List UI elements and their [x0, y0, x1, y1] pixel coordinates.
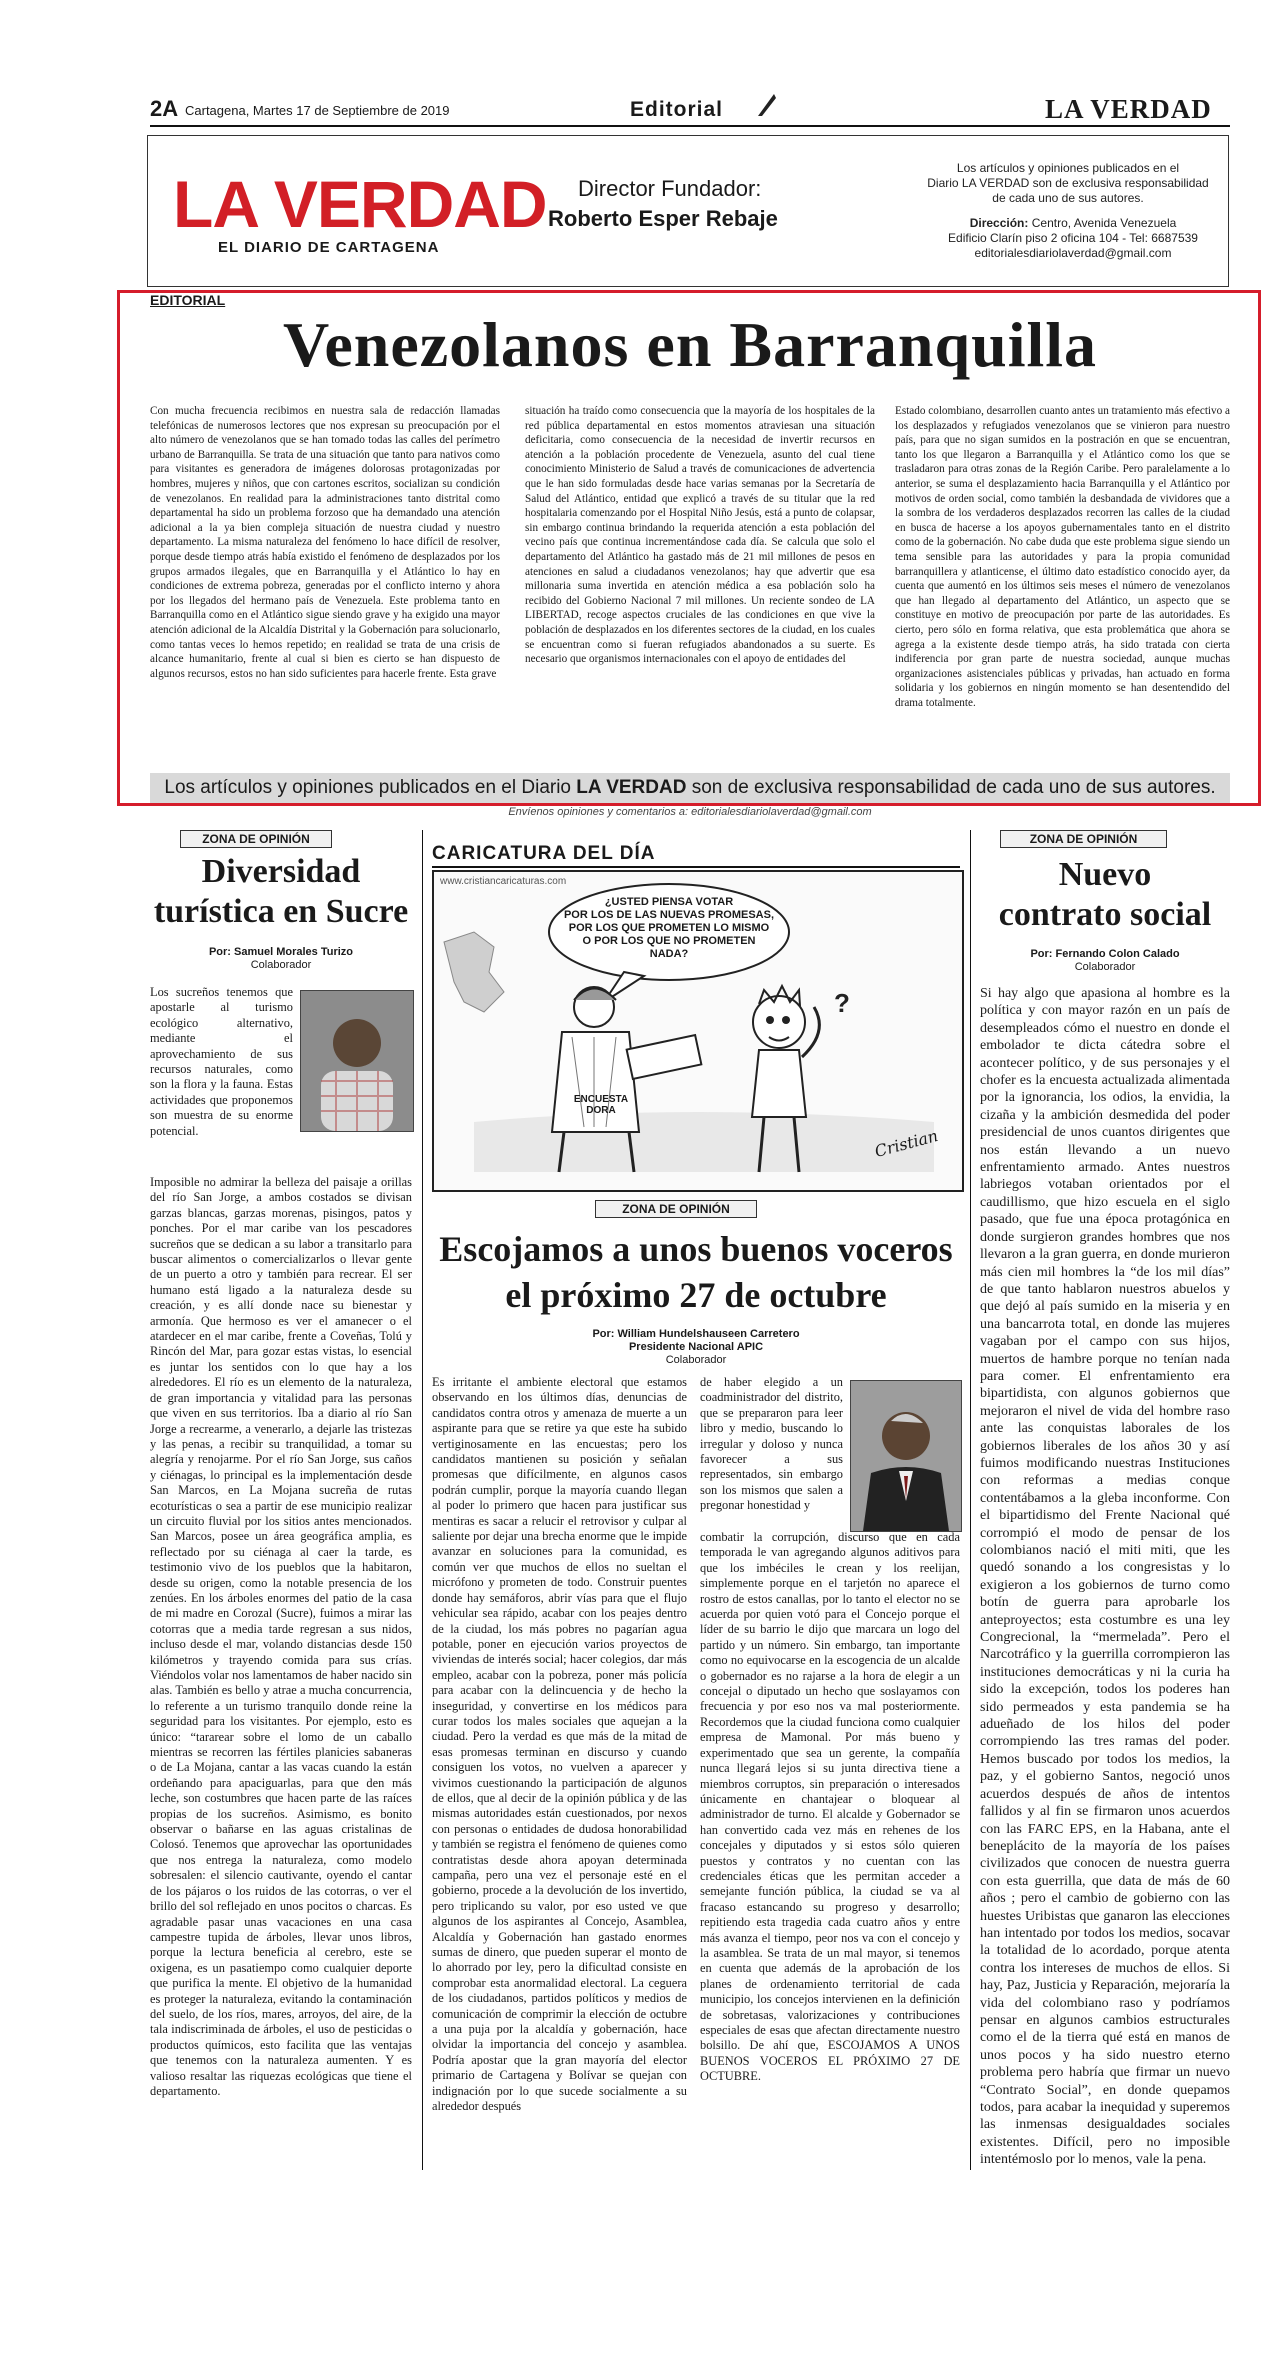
editorial-disclaimer: Los artículos y opiniones publicados en el Diario LA VERDAD son de exclusiva responsabilidad de cada uno de sus autores. [150, 773, 1230, 803]
masthead-logo-subtitle: EL DIARIO DE CARTAGENA [218, 239, 440, 256]
right-zona-label: ZONA DE OPINIÓN [1000, 830, 1167, 848]
author-photo-hundelshauseen [850, 1380, 962, 1532]
center-column-2-top: de haber elegido a un coadministrador del distrito, que se prepararon para leer libro y medio, buscando lo irregular y doloso y nunca favorecer a sus representados, sin embargo son los mismos que salen a pregonar honestidad y [700, 1375, 843, 1513]
quill-icon [756, 92, 778, 118]
page-number: 2A [150, 96, 179, 121]
left-intro: Los sucreños tenemos que apostarle al turismo ecológico alternativo, mediante el aprovechamiento de sus recursos naturales, como son la flora y la fauna. Estas actividades que proponemos son muestra de su enorme potencial. [150, 985, 293, 1138]
email-line: Envíenos opiniones y comentarios a: editorialesdiariolaverdad@gmail.com [508, 806, 872, 818]
center-zona-label: ZONA DE OPINIÓN [595, 1200, 757, 1218]
left-title: Diversidad turística en Sucre [153, 853, 409, 930]
header-rule [150, 125, 1230, 127]
issue-date: Cartagena, Martes 17 de Septiembre de 2019 [185, 103, 450, 118]
masthead-notice: Los artículos y opiniones publicados en el Diario LA VERDAD son de exclusiva responsabilidad de cada uno de sus autores. [927, 161, 1209, 205]
cartoon-site: www.cristiancaricaturas.com [440, 876, 567, 887]
column-divider-right [970, 830, 971, 2170]
right-byline: Por: Fernando Colon Calado Colaborador [1030, 948, 1180, 973]
masthead-logo: LA VERDAD [173, 167, 547, 241]
left-zona-label: ZONA DE OPINIÓN [180, 830, 332, 848]
right-body: Si hay algo que apasiona al hombre es la política y con mayor razón en un país de desempleados cómo el nuestro en donde el embolador te dicta cátedra sobre el acontecer político, y de sus personajes y el chofer es la encuesta actualizada alimentada por la ignorancia, los odios, la envidia, la cizaña y la ambición desmedida del poder presidencial de unos cuantos dirigentes que nos están llevando a un nuevo enfrentamiento armado. Antes nuestros labriegos votaban orientados por el caudillismo, que hizo escuela en el siglo pasado, que fue una época protagónica en donde surgieron grandes hombres que nos llevaron a la gran guerra, en donde murieron más cien mil hombres la “de los mil días” de que tanto hablaron nuestros abuelos y que dejó al país sumido en la miseria y en una bancarrota total, en donde las mujeres vagaban por el campo con sus hijos, muertos de hambre porque no tenían nada para comer. El enfrentamiento era bipartidista, con algunos gobiernos que mejoraron el nivel de vida del hombre raso ante las conquistas laborales de los gobiernos liberales de los años 30 y así fuimos modificando nuestras Instituciones con reformas a medias conque contentábamos a la gleba inconforme. Con el bipartidismo del Frente Nacional qué corrompió el modo de pensar de los colombianos nació el miti miti, que les quedó sonando a los congresistas y lo exigieron a los gobiernos de turno como botín de guerra para aprobarle los anteproyectos; esta costumbre es una ley Congrecional, la “mermelada”. Pero el Narcotráfico y la guerrilla corrompieron las instituciones democráticas y ni la curia ha sido la excepción, todos los poderes han sido permeados y esta pandemia se ha adueñado de los hilos del poder corrompiendo las tres ramas del poder. Hemos buscado por todos los medios, la paz, y el gobierno Santos, negoció unos acuerdos después de años de intentos fallidos y al fin se firmaron unos acuerdos con las FARC EPS, en la Habana, ante el beneplácito de la mayoría de los países civilizados que conocen de nuestra guerra con esta guerrilla, que data de más de 60 años ; pero el cambio de gobierno con las huestes Uribistas que ganaron las elecciones han intentado por todos los medios, socavar la totalidad de lo acordado, porque atenta contra los intereses de muchos de ellos. Si hay, Paz, Justicia y Reparación, mejoraría la vida del colombiano raso y podríamos pensar en algunos cambios estructurales como el de la tierra qué está en manos de unos pocos y ha sido nuestro eterno problema pero habría que firmar un nuevo “Contrato Social”, en donde quepamos todos, para acabar la inequidad y superemos las inmensas desigualdades sociales existentes. Difícil, pero no imposible intentémoslo por lo menos, vale la pena. [980, 986, 1230, 2168]
caricatura-rule [432, 866, 960, 868]
editorial-title: Venezolanos en Barranquilla [282, 309, 1098, 380]
paper-name: LA VERDAD [1045, 94, 1212, 124]
masthead [147, 135, 1229, 287]
center-column-1: Es irritante el ambiente electoral que estamos observando en los últimos días, denuncias de candidatos contra otros y amenaza de muerte a un aspirante para que se retire ya que este ha subido vertiginosamente en las encuestas; pero los candidatos mantienen su posición y señalan promesas que difícilmente, en algunos casos podrán cumplir, porque la mayoría cuando llegan al poder lo primero que hacen para justificar sus mentiras es sacar a relucir el retrovisor y culpar al saliente por dejar una brecha enorme que le impide avanzar en soluciones para la comunidad, es común ver que muchos de ellos no sueltan el micrófono y prometen de todo. Construir puentes donde hay semáforos, abrir vías para que el flujo vehicular sea rápido, acabar con los peajes dentro de la ciudad, los más pobres no pagarían agua potable, poner en ejecución varios proyectos de viviendas de interés social; hacer colegios, dar más empleo, acabar con la pobreza, poner más policía para acabar con la delincuencia y de hecho la inseguridad, y convertirse en los médicos para curar todos los males sociales que aquejan a la ciudad. Pero la verdad es que más de la mitad de esas promesas terminan en discurso y cuando consiguen los votos, no vuelven a aparecer y vivimos cuestionando la participación de algunos de ellos, que al decir de la opinión pública y de las mismas autoridades están cuestionados, por nexos con personas o entidades de dudosa honorabilidad y también se registra el fenómeno de quienes como contratistas desde ahora apoyan determinada campaña, pero una vez el personaje esté en el gobierno, procede a la devolución de los invertido, pero triplicando su valor, por eso usted ve que algunos de los aspirantes al Concejo, Asamblea, Alcaldía y Gobernación han gastado enormes sumas de dinero, que pueden superar el monto de lo ahorrado por ley, pero la dificultad consiste en comprobar esta anormalidad electoral. La ceguera de los ciudadanos, partidos políticos y medios de comunicación de comprimir la elección de octubre a una puja por la alcaldía y gobernación, hace olvidar la importancia del concejo y asamblea. Podría apostar que la gran mayoría del elector primario de Cartagena y Bolívar se quejan con indignación por lo que sucede socialmente a su alrededor después [432, 1375, 687, 2114]
left-body: Imposible no admirar la belleza del paisaje a orillas del río San Jorge, a ambos costados se divisan garzas blancas, garzas morenas, pisingos, patos y ponches. Por el mar caribe van los pescadores sucreños que se dedican a su labor a transitarlo para buscar alimentos o comercializarlos o llevar gente de un puerto a otro y también para recrear. El ser humano está ligado a la naturaleza desde su creación, y es allí donde nace su bienestar y armonía. Que hermoso es ver el amanecer o el atardecer en el mar caribe, frente a Coveñas, Tolú y Rincón del Mar, para gozar estas vistas, lo esencial es juntar los sentidos con lo que hay a los alrededores. El río es un elemento de la naturaleza, de gran importancia y vitalidad para las personas que viven en sus territorios. Iba a diario al río San Jorge a recrearme, a venerarlo, a dejarle las tristezas y las penas, a recibir su tranquilidad, a tomar su alegría y renojarme. Por el río San Jorge, sus caños y ciénagas, lo principal es la implementación desde San Marcos, en La Mojana sucreña de rutas ecoturísticas o sea a partir de ese municipio realizar un circuito fluvial por los sitios antes mencionados. San Marcos, posee un área geográfica amplia, es reflectado por su ciénaga al caer la tarde, es testimonio vivo de los pueblos que la habitaron, desde su origen, como la notable presencia de los zenúes. En los árboles enormes del patio de la casa de mi madre en Corozal (Sucre), fuimos a mirar las cotorras que a media tarde regresan a sus nidos, incluso desde el mar, volando distancias desde 150 kilómetros y trayendo comida para sus crías. Viéndolos volar nos lamentamos de haber nacido sin alas. También es bello y atrae a mucha concurrencia, lo referente a un turismo tranquilo donde reine la seguridad para los visitantes. Por ejemplo, esto es único: “tararear sobre el lomo de un caballo mientras se recorren las fértiles planicies sabaneras o de La Mojana, cantar a las vacas cuando la están ordeñando para apaciguarlas, para que den más leche, son costumbres que hacen parte de las raíces propias de los sucreños. Asimismo, es bonito observar o bañarse en las aguas cristalinas de Colosó. Tenemos que aprovechar las oportunidades que nos entrega la naturaleza, como modelo sobresalen: el silencio cautivante, oyendo el cantar de los pájaros o los ruidos de las cotorras, o ver el brillo del sol reflejado en unos pocitos o charcas. Es agradable pasar unas vacaciones en una casa campestre tupida de árboles, llevar unos libros, porque la lectura beneficia al cerebro, este se oxigena, es un pasatiempo como cualquier deporte que purifica la mente. El objetivo de la humanidad es proteger la naturaleza, evitando la contaminación del suelo, de los ríos, mares, arroyos, del aire, de la tala indiscriminada de árboles, el uso de pesticidas o productos químicos, esto facilita que las ventajas que tenemos con la naturaleza aumenten. Y es valioso resaltar las riquezas ecológicas que tiene el departamento. [150, 1175, 412, 2098]
editorial-column-2: situación ha traído como consecuencia que la mayoría de los hospitales de la red pública departamental en estos momentos atraviesan una situación deficitaria, como consecuencia de la necesidad de invertir recursos en atención a la población procedente de Venezuela, asunto del cual tiene conocimiento Ministerio de Salud a través de comunicaciones de advertencia que le han sido formuladas desde hace varias semanas por la Secretaría de Salud del Atlántico, entidad que explicó a través de su titular que la red hospitalaria comenzando por el Hospital Niño Jesús, está a punto de colapsar, sin embargo continua brindando la requerida atención a esta población del vecino país que continua incrementándose cada día. Se calcula que solo el departamento del Atlántico ha gastado más de 21 mil millones de pesos en atenciones en salud a ciudadanos venezolanos; hay que advertir que esa millonaria suma invertida en atención médica a esa población solo ha recibido del Gobierno Nacional 7 mil millones. Un reciente sondeo de LA LIBERTAD, recoge aspectos cruciales de las condiciones en que vive la población de desplazados en los diferentes sectores de la ciudad, en los cuales se encuentran como si fueran refugiados abandonados a su suerte. Es necesario que organismos internacionales con el apoyo de entidades del [525, 405, 875, 666]
center-byline: Por: William Hundelshauseen Carretero Presidente Nacional APIC Colaborador [592, 1328, 800, 1366]
svg-text:?: ? [834, 988, 850, 1018]
cartoon-speech-bubble: ¿USTED PIENSA VOTAR POR LOS DE LAS NUEVAS PROMESAS, POR LOS QUE PROMETEN LO MISMO O POR LOS QUE NO PROMETEN NADA? [563, 896, 775, 960]
director-name: Roberto Esper Rebaje [548, 206, 778, 231]
cartoon-signature: Cristian [872, 1125, 940, 1162]
editorial-column-3: Estado colombiano, desarrollen cuanto antes un tratamiento más efectivo a los desplazados y refugiados venezolanos que se vinieron para nuestro país, para que no sigan sumidos en la postración en que se encuentran, tanto los que llegaron a Barranquilla y el Atlántico como los que se trasladaron para otras zonas de la Región Caribe. Pero paralelamente a lo anterior, se suma el desplazamiento hacia Barranquilla y el Atlántico por motivos de orden social, como también la desbandada de vividores que a la sombra de los verdaderos desplazados recorren las calles de la ciudad en busca de hacerse a los apoyos gubernamentales tanto en el distrito como de la gobernación. No cabe duda que este problema sigue siendo un tema sensible para las autoridades y para la propia comunidad barranquillera y atlanticense, el último dato estadístico conocido ayer, da cuenta que aumentó en los últimos seis meses el número de venezolanos que han llegado al departamento del Atlántico, un aspecto que se constituye en motivo de preocupación por parte de las autoridades. Es cierto, pero sólo en forma relativa, que esta problemática que ahora se agrega a la existente desde tiempo atrás, ha sido tratada con cierta indiferencia por gran parte de nuestra sociedad, aunque muchas organizaciones asistenciales públicas y privadas, han actuado en forma solidaria y los gobiernos en ningún momento se han desentendido del drama totalmente. [895, 405, 1230, 709]
column-divider-left [422, 830, 423, 2170]
section-name: Editorial [630, 98, 724, 121]
author-photo-morales [300, 990, 414, 1132]
cartoon-vest-label: ENCUESTA DORA [573, 1094, 629, 1116]
center-column-2: combatir la corrupción, discurso que en cada temporada le van agregando algunos aditivos para que los imbéciles le crean y los reelijan, simplemente porque en el tarjetón no aparece el rostro de estos canallas, por lo tanto el elector no se acuerda por quien votó para el Concejo porque el líder de su barrio le dijo que marcara un logo del partido y un número. Sin embargo, tan importante como no equivocarse en la escogencia de un alcalde o gobernador es no rajarse a la hora de elegir a un concejal o diputado un hecho que soslayamos con frecuencia y por eso nos va mal posteriormente. Recordemos que la ciudad funciona como cualquier empresa de Mamonal. Por más bueno y experimentado que sea un gerente, la compañía nunca llegará lejos si su junta directiva tiene a miembros corruptos, sin preparación o interesados únicamente en chantajear o bloquear al administrador de turno. El alcalde y Gobernador se han convertido cada vez más en rehenes de los concejales y diputados y si estos sólo quieren puestos y contratos y no cuentan con las credenciales éticas que les permitan acceder a semejante función pública, la ciudad se va al fracaso estancando su progreso y desarrollo; repitiendo esta tragedia cada cuatro años y entre más avanza el tiempo, peor nos va con el concejo y la asamblea. Se trata de un mal mayor, si tenemos en cuenta que además de la aprobación de los planes de ordenamiento territorial de cada municipio, los concejos intervienen en la definición de sobretasas, valorizaciones y contribuciones especiales de esas que afectan directamente nuestro bolsillo. De ahí que, ESCOJAMOS A UNOS BUENOS VOCEROS EL PRÓXIMO 27 DE OCTUBRE. [700, 1530, 960, 2084]
cartoon-illustration [432, 870, 964, 1192]
director-label: Director Fundador: [578, 176, 762, 201]
right-title: Nuevo contrato social [998, 856, 1212, 933]
masthead-address: Dirección: Centro, Avenida Venezuela Edificio Clarín piso 2 oficina 104 - Tel: 6687539 editorialesdiariolaverdad@gmail.com [948, 216, 1198, 260]
editorial-label: EDITORIAL [150, 292, 226, 308]
editorial-column-1: Con mucha frecuencia recibimos en nuestra sala de redacción llamadas telefónicas de numerosos lectores que nos expresan su preocupación por el alto número de venezolanos que se han tomado todas las calles del perímetro urbano de Barranquilla. Se trata de una situación que tanto para nativos como para visitantes es generadora de imágenes dolorosas protagonizadas por hombres, mujeres y niños, que con cartones escritos, socializan su condición de venezolanos. En realidad para la administraciones tanto distrital como departamental ha sido un problema forzoso que ha demandado una atención adicional a la ya bien compleja situación de nuestra ciudad y nuestro departamento. La misma naturaleza del fenómeno lo hace difícil de resolver, porque desde tiempo atrás había existido el fenómeno de desplazados por los grupos armados ilegales, que en Barranquilla y el Atlántico lo hay en condiciones de extrema pobreza, generadas por el conflicto interno y ahora por los llegados del hermano país de Venezuela. Este problema tanto en Barranquilla como en el Atlántico sigue siendo grave y ha exigido una mayor atención adicional de la Alcaldía Distrital y la Gobernación para solucionarlo, como tantas veces lo hemos repetido; en realidad se trata de una crisis de alcance humanitario, frente al cual si bien es cierto se han dispuesto de algunos recursos, estos no han sido suficientes para hacerle frente. Esta grave [150, 405, 500, 680]
left-byline: Por: Samuel Morales Turizo Colaborador [208, 946, 354, 971]
caricatura-title: CARICATURA DEL DÍA [432, 843, 656, 864]
center-title: Escojamos a unos buenos voceros el próximo 27 de octubre [439, 1229, 953, 1315]
